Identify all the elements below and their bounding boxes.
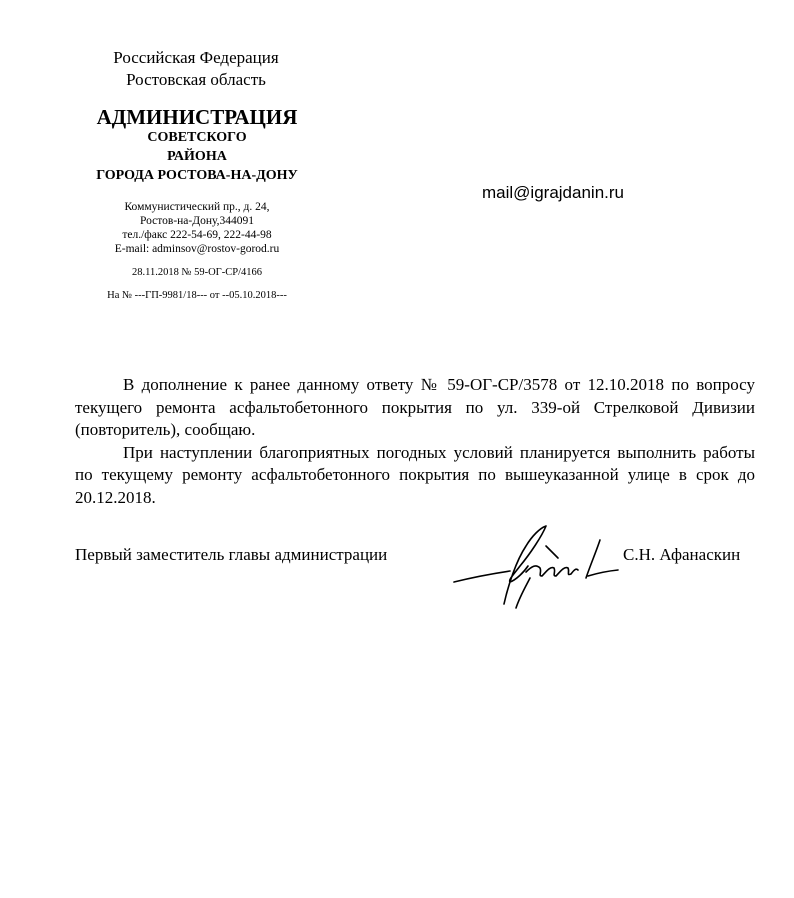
signatory-name: С.Н. Афанаскин	[623, 545, 741, 564]
letterhead-email-line: E-mail: adminsov@rostov-gorod.ru	[114, 243, 280, 255]
letterhead-address-line: Коммунистический пр., д. 24,	[124, 201, 270, 213]
letter-body	[75, 374, 755, 509]
letterhead-admin-line: ГОРОДА РОСТОВА-НА-ДОНУ	[96, 168, 298, 183]
letterhead-country: Российская Федерация	[113, 48, 279, 67]
letterhead-admin-line: РАЙОНА	[167, 149, 227, 164]
signatory-position: Первый заместитель главы администрации	[75, 545, 388, 564]
letterhead-admin-line: СОВЕТСКОГО	[147, 130, 247, 145]
letterhead-admin-title: АДМИНИСТРАЦИЯ	[96, 105, 298, 129]
recipient-email: mail@igrajdanin.ru	[482, 183, 624, 202]
letterhead-address-line: Ростов-на-Дону,344091	[140, 215, 254, 227]
body-paragraph: При наступлении благоприятных погодных условий планируется выполнить работы по текущему ремонту асфальтобетонного покрытия по вышеуказанной улице в срок до 20.12.2018.	[75, 442, 755, 507]
handwritten-signature	[450, 516, 620, 610]
letterhead-region: Ростовская область	[126, 70, 266, 89]
incoming-reference: На № ---ГП-9981/18--- от --05.10.2018---	[107, 290, 287, 301]
body-paragraph: В дополнение к ранее данному ответу № 59-ОГ-СР/3578 от 12.10.2018 по вопросу текущего ремонта асфальтобетонного покрытия по ул. 339-ой Стрелковой Дивизии (повторитель), сообщаю.	[75, 375, 755, 439]
letterhead-phone-line: тел./факс 222-54-69, 222-44-98	[122, 229, 272, 241]
outgoing-reference: 28.11.2018 № 59-ОГ-СР/4166	[131, 267, 263, 278]
